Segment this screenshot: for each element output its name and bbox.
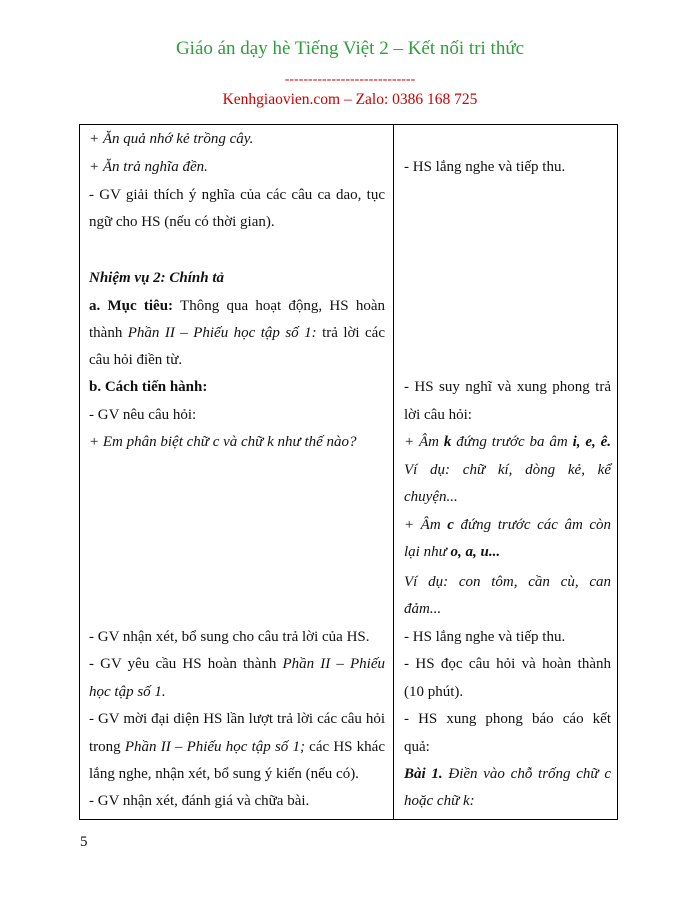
header-divider: ---------------------------- <box>284 72 416 87</box>
hs-report-line-1: - HS xung phong báo cáo kết <box>404 711 611 727</box>
gv-comment-line: - GV nhận xét, bổ sung cho câu trả lời của HS. <box>89 629 370 645</box>
c-rule-prefix: + Âm <box>404 517 441 533</box>
objective-label: a. Mục tiêu: <box>89 298 174 314</box>
proverb-line-2: + Ăn trả nghĩa đền. <box>89 159 208 175</box>
document-header-title: Giáo án dạy hè Tiếng Việt 2 – Kết nối tri thức <box>175 38 525 59</box>
c-rule-vowels: o, a, u... <box>450 544 501 560</box>
hs-read-line-2: (10 phút). <box>404 684 464 700</box>
k-example-line-2: chuyện... <box>404 489 458 505</box>
hs-think-line-2: lời câu hỏi: <box>404 407 472 423</box>
k-rule-prefix: + Âm <box>404 434 439 450</box>
objective-line-3: câu hỏi điền từ. <box>89 352 183 368</box>
exercise-line-1 <box>404 764 611 784</box>
question-line: + Em phân biệt chữ c và chữ k như thế nào? <box>89 434 357 450</box>
k-example-line-1: Ví dụ: chữ kí, dòng kẻ, kể <box>404 462 611 478</box>
page-number: 5 <box>80 834 88 850</box>
objective-text-2a: thành <box>89 325 123 341</box>
objective-line-2 <box>89 323 385 343</box>
objective-line-1 <box>89 296 385 316</box>
k-rule-text: đứng trước ba âm <box>456 434 568 450</box>
header-contact: Kenhgiaovien.com – Zalo: 0386 168 725 <box>222 91 478 108</box>
exercise-text: Điền vào chỗ trống chữ c <box>448 766 611 782</box>
hs-listen-line-1: - HS lắng nghe và tiếp thu. <box>404 159 566 175</box>
hs-listen-line-2: - HS lắng nghe và tiếp thu. <box>404 629 566 645</box>
c-example-line-1: Ví dụ: con tôm, cần cù, can <box>404 574 611 590</box>
gv-request-line-1 <box>89 654 385 674</box>
gv-invite-text-b: các HS khác <box>309 739 385 755</box>
gv-invite-worksheet: Phần II – Phiếu học tập số 1; <box>124 739 305 755</box>
c-rule-text: đứng trước các âm còn <box>460 517 612 533</box>
objective-text-2b: trả lời các <box>322 325 385 341</box>
exercise-label: Bài 1. <box>404 766 443 782</box>
lesson-table <box>79 124 618 820</box>
c-rule-line-1 <box>404 515 611 535</box>
c-rule-line-2 <box>404 542 611 562</box>
gv-invite-line-1: - GV mời đại diện HS lần lượt trả lời các câu hỏi <box>89 711 385 727</box>
k-rule-line <box>404 432 611 452</box>
hs-read-line-1: - HS đọc câu hỏi và hoàn thành <box>404 656 611 672</box>
worksheet-reference: Phần II – Phiếu học tập số 1: <box>127 325 317 341</box>
explain-line-2: ngữ cho HS (nếu có thời gian). <box>89 214 275 230</box>
c-rule-text-2: lại như <box>404 544 447 560</box>
gv-invite-line-3: lắng nghe, nhận xét, bổ sung ý kiến (nếu có). <box>89 766 359 782</box>
gv-request-line-2: học tập số 1. <box>89 684 166 700</box>
k-rule-vowels: i, e, ê. <box>572 434 612 450</box>
k-letter: k <box>443 434 452 450</box>
gv-invite-line-2 <box>89 737 385 757</box>
gv-ask-line: - GV nêu câu hỏi: <box>89 407 197 423</box>
objective-text: Thông qua hoạt động, HS hoàn <box>180 298 385 314</box>
hs-report-line-2: quả: <box>404 739 430 755</box>
procedure-label: b. Cách tiến hành: <box>89 379 208 395</box>
task-heading: Nhiệm vụ 2: Chính tả <box>89 270 225 286</box>
proverb-line-1: + Ăn quả nhớ kẻ trồng cây. <box>89 131 254 147</box>
column-divider <box>393 125 394 819</box>
gv-request-text: - GV yêu cầu HS hoàn thành <box>89 656 277 672</box>
gv-invite-text-a: trong <box>89 739 121 755</box>
c-letter: c <box>447 517 454 533</box>
explain-line-1: - GV giải thích ý nghĩa của các câu ca dao, tục <box>89 187 385 203</box>
gv-final-line: - GV nhận xét, đánh giá và chữa bài. <box>89 793 310 809</box>
hs-think-line-1: - HS suy nghĩ và xung phong trả <box>404 379 611 395</box>
c-example-line-2: đảm... <box>404 601 442 617</box>
exercise-line-2: hoặc chữ k: <box>404 793 475 809</box>
gv-request-worksheet: Phần II – Phiếu <box>282 656 386 672</box>
